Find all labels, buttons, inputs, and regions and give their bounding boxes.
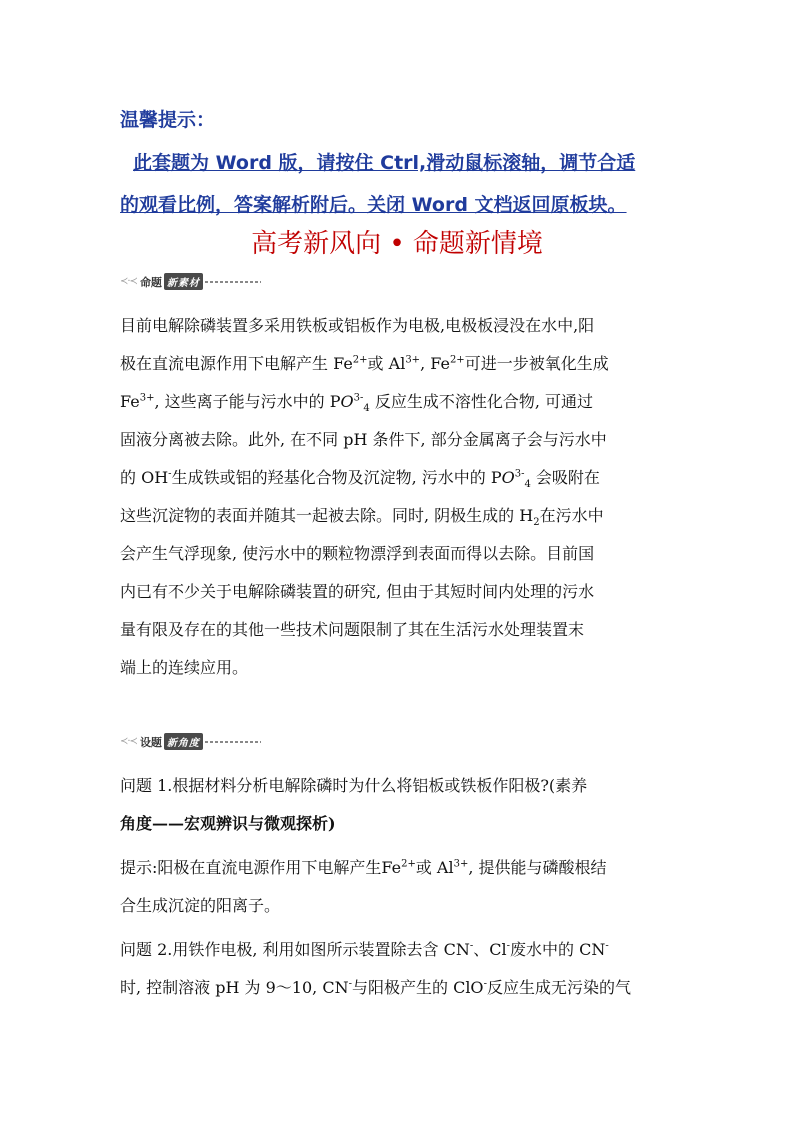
passage-line: 极在直流电源作用下电解产生 $Fe^{2+}$或 $Al^{3+}$, $Fe^{2+}$可进一步被氧化生成 <box>120 354 609 373</box>
passage-line: 量有限及存在的其他一些技术问题限制了其在生活污水处理装置末 <box>120 620 585 639</box>
tag-arrows-icon: ≺·≺ <box>120 736 137 747</box>
passage-line: 目前电解除磷装置多采用铁板或铝板作为电极,电极板浸没在水中,阳 <box>120 316 595 335</box>
page-title: 高考新风向 • 命题新情境 <box>251 229 543 259</box>
tag-dash-decoration <box>205 281 261 283</box>
question-line: 角度——宏观辨识与微观探析) <box>120 814 336 833</box>
passage-line: 固液分离被去除。此外, 在不同 pH 条件下, 部分金属离子会与污水中 <box>120 430 607 449</box>
passage-line: 的 OH-生成铁或铝的羟基化合物及沉淀物, 污水中的 $PO^{3-}_4$ 会吸附在 <box>120 468 600 491</box>
passage-line: $Fe^{3+}$, 这些离子能与污水中的 $PO^{3-}_4$ 反应生成不溶性化合物, 可通过 <box>120 392 593 415</box>
tag-badge: 新角度 <box>164 733 203 750</box>
hint-line: 合生成沉淀的阳离子。 <box>120 896 281 915</box>
tag-dash-decoration <box>205 741 261 743</box>
passage-line: 内已有不少关于电解除磷装置的研究, 但由于其短时间内处理的污水 <box>120 582 595 601</box>
question-line: 问题 2.用铁作电极, 利用如图所示装置除去含 CN-、Cl-废水中的 CN- <box>120 940 609 959</box>
passage-line: 会产生气浮现象, 使污水中的颗粒物漂浮到表面而得以去除。目前国 <box>120 544 595 563</box>
hint-line: 提示:阳极在直流电源作用下电解产生$Fe^{2+}$或 $Al^{3+}$, 提供能与磷酸根结 <box>120 858 607 877</box>
question-line: 时, 控制溶液 pH 为 9～10, CN-与阳极产生的 ClO-反应生成无污染的气 <box>120 978 631 997</box>
question-2 <box>120 931 680 1007</box>
passage-line: 这些沉淀物的表面并随其一起被去除。同时, 阴极生成的 $H_2$在污水中 <box>120 506 604 529</box>
notice-line-1: 此套题为 Word 版，请按住 Ctrl,滑动鼠标滚轴，调节合适 <box>133 152 636 174</box>
section-tag-new-material <box>120 273 261 290</box>
tag-label: 命题 <box>139 275 162 289</box>
notice-title: 温馨提示： <box>120 109 216 131</box>
tag-arrows-icon: ≺·≺ <box>120 276 137 287</box>
material-passage <box>120 307 680 687</box>
hint-1 <box>120 849 680 925</box>
passage-line: 端上的连续应用。 <box>120 658 249 677</box>
question-line: 问题 1.根据材料分析电解除磷时为什么将铝板或铁板作阳极?(素养 <box>120 776 588 795</box>
section-tag-new-angle <box>120 733 261 750</box>
notice-line-2: 的观看比例，答案解析附后。关闭 Word 文档返回原板块。 <box>120 194 627 216</box>
question-1 <box>120 767 680 843</box>
tag-badge: 新素材 <box>164 273 203 290</box>
tag-label: 设题 <box>139 735 162 749</box>
